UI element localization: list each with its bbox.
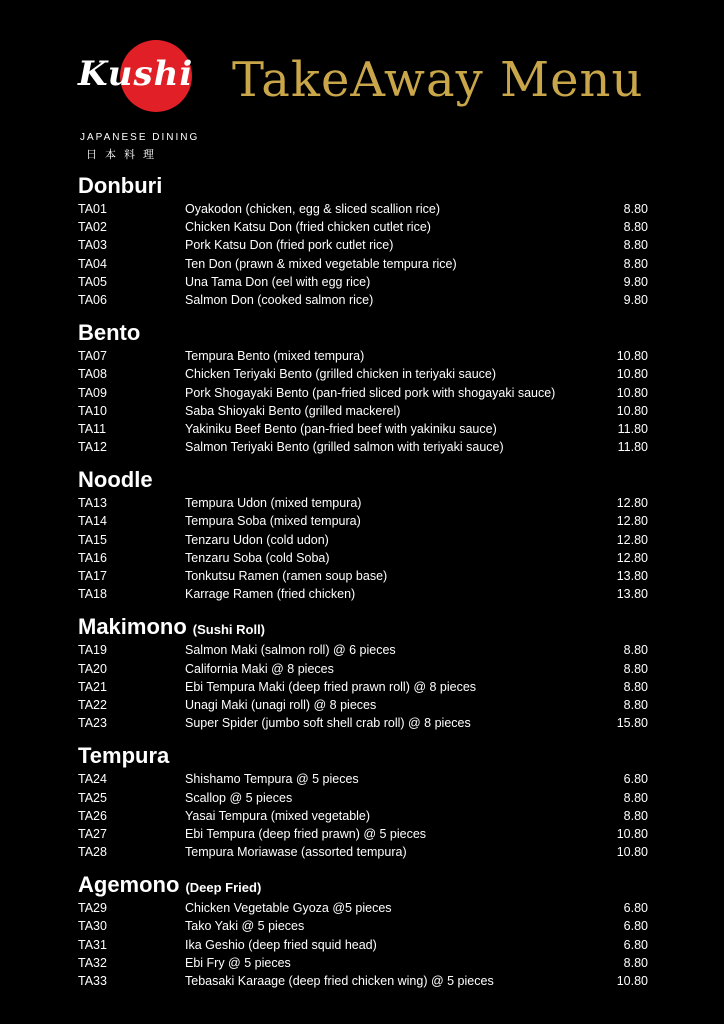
item-price: 11.80 (617, 421, 648, 436)
section-heading (78, 871, 648, 899)
menu-item (78, 255, 648, 273)
menu-item (78, 825, 648, 843)
item-price: 8.80 (623, 808, 648, 823)
menu-item (78, 531, 648, 549)
menu-item (78, 236, 648, 254)
item-price: 10.80 (616, 845, 648, 860)
item-name: Chicken Vegetable Gyoza @5 pieces (185, 901, 392, 916)
item-code: TA19 (78, 643, 107, 658)
item-name: Tempura Bento (mixed tempura) (185, 349, 365, 364)
item-code: TA09 (78, 385, 107, 400)
item-price: 10.80 (616, 403, 648, 418)
menu-item (78, 567, 648, 585)
item-price: 8.80 (623, 238, 648, 253)
item-name: Ebi Fry @ 5 pieces (185, 955, 291, 970)
logo-kanji: 日本料理 (86, 149, 162, 161)
item-code: TA06 (78, 292, 107, 307)
menu-item (78, 714, 648, 732)
item-name: Ebi Tempura (deep fried prawn) @ 5 pieces (185, 826, 427, 841)
section-subheading: (Deep Fried) (185, 880, 262, 896)
item-price: 13.80 (616, 569, 648, 583)
item-price: 6.80 (623, 937, 648, 952)
item-name: Unagi Maki (unagi roll) @ 8 pieces (185, 697, 377, 712)
item-name: Yakiniku Beef Bento (pan-fried beef with yakiniku sauce) (185, 421, 497, 436)
section-heading-text: Bento (78, 320, 141, 346)
item-name: Tonkutsu Ramen (ramen soup base) (185, 569, 388, 583)
section-heading-text: Makimono (78, 614, 187, 640)
menu-item (78, 347, 648, 365)
item-price: 10.80 (616, 826, 648, 841)
section-subheading: (Sushi Roll) (192, 622, 266, 638)
item-name: Pork Katsu Don (fried pork cutlet rice) (185, 238, 394, 253)
section-heading-text: Tempura (78, 743, 170, 769)
menu-item (78, 807, 648, 825)
item-price: 9.80 (623, 292, 648, 307)
item-price: 8.80 (623, 202, 648, 216)
item-price: 8.80 (623, 643, 648, 658)
item-code: TA28 (78, 845, 107, 860)
item-name: Ebi Tempura Maki (deep fried prawn roll) @ 8 pieces (185, 679, 477, 694)
brand-logo (78, 40, 208, 165)
item-name: Super Spider (jumbo soft shell crab roll) @ 8 pieces (185, 716, 471, 731)
item-price: 6.80 (623, 919, 648, 934)
logo-wordmark: Kushi (78, 54, 194, 94)
menu-section-tempura (78, 742, 648, 861)
menu-item (78, 972, 648, 990)
item-name: Saba Shioyaki Bento (grilled mackerel) (185, 403, 401, 418)
item-code: TA25 (78, 790, 107, 805)
item-name: Tako Yaki @ 5 pieces (185, 919, 305, 934)
item-price: 12.80 (616, 496, 648, 511)
item-name: Yasai Tempura (mixed vegetable) (185, 808, 371, 823)
item-code: TA31 (78, 937, 107, 952)
item-name: Shishamo Tempura @ 5 pieces (185, 772, 359, 787)
item-name: Tenzaru Udon (cold udon) (185, 532, 329, 547)
item-code: TA26 (78, 808, 107, 823)
menu-item (78, 585, 648, 603)
menu-section-agemono (78, 871, 648, 990)
item-name: Tempura Udon (mixed tempura) (185, 496, 362, 511)
item-price: 8.80 (623, 220, 648, 235)
item-price: 8.80 (623, 955, 648, 970)
menu-section-makimono (78, 613, 648, 732)
menu-section-donburi (78, 172, 648, 309)
menu-item (78, 917, 648, 935)
item-code: TA13 (78, 496, 107, 511)
menu-item (78, 696, 648, 714)
item-code: TA21 (78, 679, 107, 694)
menu-item (78, 365, 648, 383)
item-code: TA10 (78, 403, 107, 418)
item-price: 6.80 (623, 901, 648, 916)
item-code: TA17 (78, 569, 107, 583)
section-heading (78, 319, 648, 347)
menu-item (78, 770, 648, 788)
item-code: TA24 (78, 772, 107, 787)
item-name: California Maki @ 8 pieces (185, 661, 334, 676)
menu-section-bento (78, 319, 648, 456)
item-code: TA22 (78, 697, 107, 712)
item-code: TA12 (78, 440, 107, 455)
section-heading-text: Agemono (78, 872, 180, 898)
item-price: 12.80 (616, 514, 648, 529)
item-name: Scallop @ 5 pieces (185, 790, 293, 805)
item-name: Chicken Katsu Don (fried chicken cutlet rice) (185, 220, 431, 235)
item-name: Ika Geshio (deep fried squid head) (185, 937, 377, 952)
item-code: TA33 (78, 974, 107, 988)
menu-item (78, 200, 648, 218)
item-price: 6.80 (623, 772, 648, 787)
item-code: TA27 (78, 826, 107, 841)
item-price: 10.80 (616, 349, 648, 364)
item-code: TA04 (78, 256, 107, 271)
menu-title: TakeAway Menu (232, 52, 644, 108)
item-name: Una Tama Don (eel with egg rice) (185, 274, 371, 289)
item-price: 10.80 (616, 367, 648, 382)
item-name: Ten Don (prawn & mixed vegetable tempura rice) (185, 256, 457, 271)
menu-item (78, 384, 648, 402)
menu-item (78, 678, 648, 696)
menu-item (78, 420, 648, 438)
item-code: TA05 (78, 274, 107, 289)
item-code: TA16 (78, 550, 107, 565)
item-code: TA14 (78, 514, 107, 529)
menu-item (78, 494, 648, 512)
item-code: TA18 (78, 587, 107, 602)
item-name: Karrage Ramen (fried chicken) (185, 587, 356, 602)
item-code: TA01 (78, 202, 107, 216)
item-name: Oyakodon (chicken, egg & sliced scallion rice) (185, 202, 440, 216)
item-price: 8.80 (623, 790, 648, 805)
item-code: TA11 (78, 421, 107, 436)
menu-item (78, 843, 648, 861)
item-price: 10.80 (616, 385, 648, 400)
menu-item (78, 273, 648, 291)
menu-list (78, 172, 648, 1000)
section-heading (78, 466, 648, 494)
section-heading (78, 742, 648, 770)
item-price: 15.80 (616, 716, 648, 731)
item-price: 10.80 (616, 974, 648, 988)
menu-item (78, 291, 648, 309)
item-code: TA23 (78, 716, 107, 731)
menu-item (78, 954, 648, 972)
menu-item (78, 218, 648, 236)
item-code: TA20 (78, 661, 107, 676)
item-price: 8.80 (623, 256, 648, 271)
menu-item (78, 402, 648, 420)
item-code: TA02 (78, 220, 107, 235)
item-name: Tempura Soba (mixed tempura) (185, 514, 361, 529)
section-heading (78, 613, 648, 641)
section-heading (78, 172, 648, 200)
menu-section-noodle (78, 466, 648, 603)
item-price: 12.80 (616, 550, 648, 565)
item-name: Tenzaru Soba (cold Soba) (185, 550, 330, 565)
item-price: 12.80 (616, 532, 648, 547)
item-code: TA29 (78, 901, 107, 916)
item-name: Salmon Maki (salmon roll) @ 6 pieces (185, 643, 396, 658)
item-name: Tebasaki Karaage (deep fried chicken wing) @ 5 pieces (185, 974, 494, 988)
menu-item (78, 641, 648, 659)
menu-item (78, 438, 648, 456)
item-name: Salmon Don (cooked salmon rice) (185, 292, 374, 307)
item-price: 11.80 (617, 440, 648, 455)
logo-subtitle: JAPANESE DINING (80, 132, 200, 143)
item-code: TA03 (78, 238, 107, 253)
item-name: Chicken Teriyaki Bento (grilled chicken in teriyaki sauce) (185, 367, 497, 382)
menu-item (78, 660, 648, 678)
item-code: TA30 (78, 919, 107, 934)
menu-item (78, 936, 648, 954)
item-price: 8.80 (623, 679, 648, 694)
menu-item (78, 899, 648, 917)
item-code: TA08 (78, 367, 107, 382)
item-name: Salmon Teriyaki Bento (grilled salmon with teriyaki sauce) (185, 440, 504, 455)
menu-item (78, 549, 648, 567)
item-price: 8.80 (623, 697, 648, 712)
item-price: 9.80 (623, 274, 648, 289)
menu-item (78, 789, 648, 807)
item-price: 8.80 (623, 661, 648, 676)
item-code: TA15 (78, 532, 107, 547)
menu-item (78, 512, 648, 530)
item-code: TA07 (78, 349, 107, 364)
section-heading-text: Noodle (78, 467, 153, 493)
item-name: Tempura Moriawase (assorted tempura) (185, 845, 407, 860)
section-heading-text: Donburi (78, 173, 163, 198)
item-name: Pork Shogayaki Bento (pan-fried sliced pork with shogayaki sauce) (185, 385, 556, 400)
item-price: 13.80 (616, 587, 648, 602)
item-code: TA32 (78, 955, 107, 970)
